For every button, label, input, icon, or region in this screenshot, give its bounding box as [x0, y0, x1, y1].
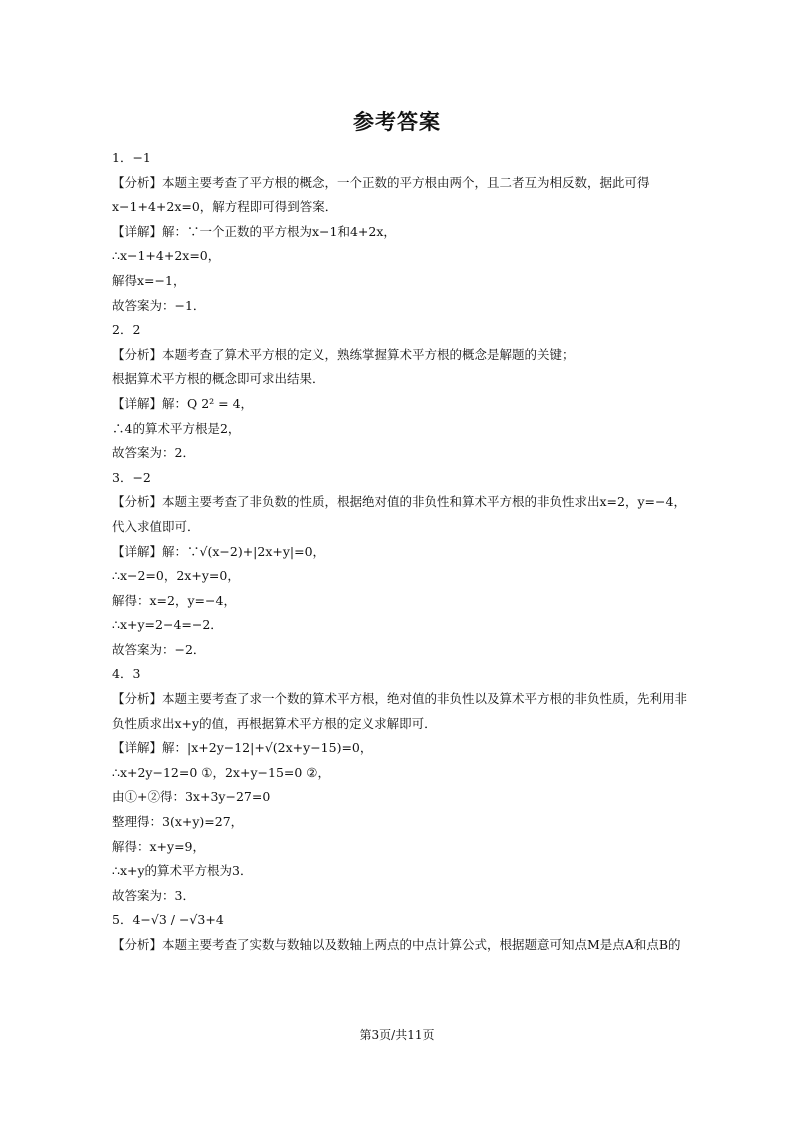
text-line: x−1+4+2x=0，解方程即可得到答案．: [112, 199, 338, 215]
text-line: 故答案为：3．: [112, 887, 195, 903]
text-line: 【分析】本题主要考查了平方根的概念，一个正数的平方根由两个，且二者互为相反数，据此可得: [112, 174, 650, 190]
page-title: 参考答案: [353, 109, 441, 134]
text-line: 负性质求出x+y的值，再根据算术平方根的定义求解即可．: [112, 715, 437, 731]
text-line: ∴x+y=2−4=−2．: [112, 617, 223, 633]
text-line: 故答案为：−1．: [112, 297, 206, 313]
text-line: 故答案为：−2．: [112, 641, 206, 657]
text-line: 故答案为：2．: [112, 445, 195, 461]
text-line: 5．4−√3 / −√3+4: [112, 912, 224, 928]
text-line: 【分析】本题主要考查了求一个数的算术平方根，绝对值的非负性以及算术平方根的非负性质，先利用非: [112, 691, 688, 707]
text-line: ∴x−2=0，2x+y=0，: [112, 568, 240, 584]
text-line: ∴x+2y−12=0 ①，2x+y−15=0 ②，: [112, 764, 330, 780]
text-line: 代入求值即可．: [112, 518, 200, 534]
text-line: 【详解】解：|x+2y−12|+√(2x+y−15)=0，: [112, 740, 373, 756]
answer-content: [112, 146, 692, 958]
text-line: 解得：x=2，y=−4，: [112, 592, 236, 608]
text-line: 解得x=−1，: [112, 272, 186, 288]
text-line: ∴4的算术平方根是2，: [112, 420, 241, 436]
text-line: 【详解】解：Q 2² = 4，: [112, 395, 254, 411]
text-line: 3．−2: [112, 469, 151, 485]
text-line: 【分析】本题主要考查了非负数的性质，根据绝对值的非负性和算术平方根的非负性求出x=2，y=−4，: [112, 494, 686, 510]
text-line: 1．−1: [112, 150, 151, 165]
text-line: 4．3: [112, 666, 141, 682]
text-line: 【分析】本题主要考查了实数与数轴以及数轴上两点的中点计算公式，根据题意可知点M是点A和点B的: [112, 937, 681, 952]
page-footer: 第3页/共11页: [359, 1028, 435, 1042]
text-line: 根据算术平方根的概念即可求出结果．: [112, 371, 325, 387]
text-line: 【详解】解：∵一个正数的平方根为x−1和4+2x，: [112, 223, 396, 239]
text-line: 2．2: [112, 322, 141, 338]
text-line: ∴x+y的算术平方根为3．: [112, 863, 253, 879]
text-line: 解得：x+y=9，: [112, 838, 206, 854]
text-line: 整理得：3(x+y)=27，: [112, 814, 244, 830]
text-line: ∴x−1+4+2x=0，: [112, 248, 221, 264]
text-line: 【详解】解：∵√(x−2)+|2x+y|=0，: [112, 543, 326, 559]
text-line: 【分析】本题考查了算术平方根的定义，熟练掌握算术平方根的概念是解题的关键；: [112, 346, 575, 362]
text-line: 由①+②得：3x+3y−27=0: [112, 789, 271, 805]
